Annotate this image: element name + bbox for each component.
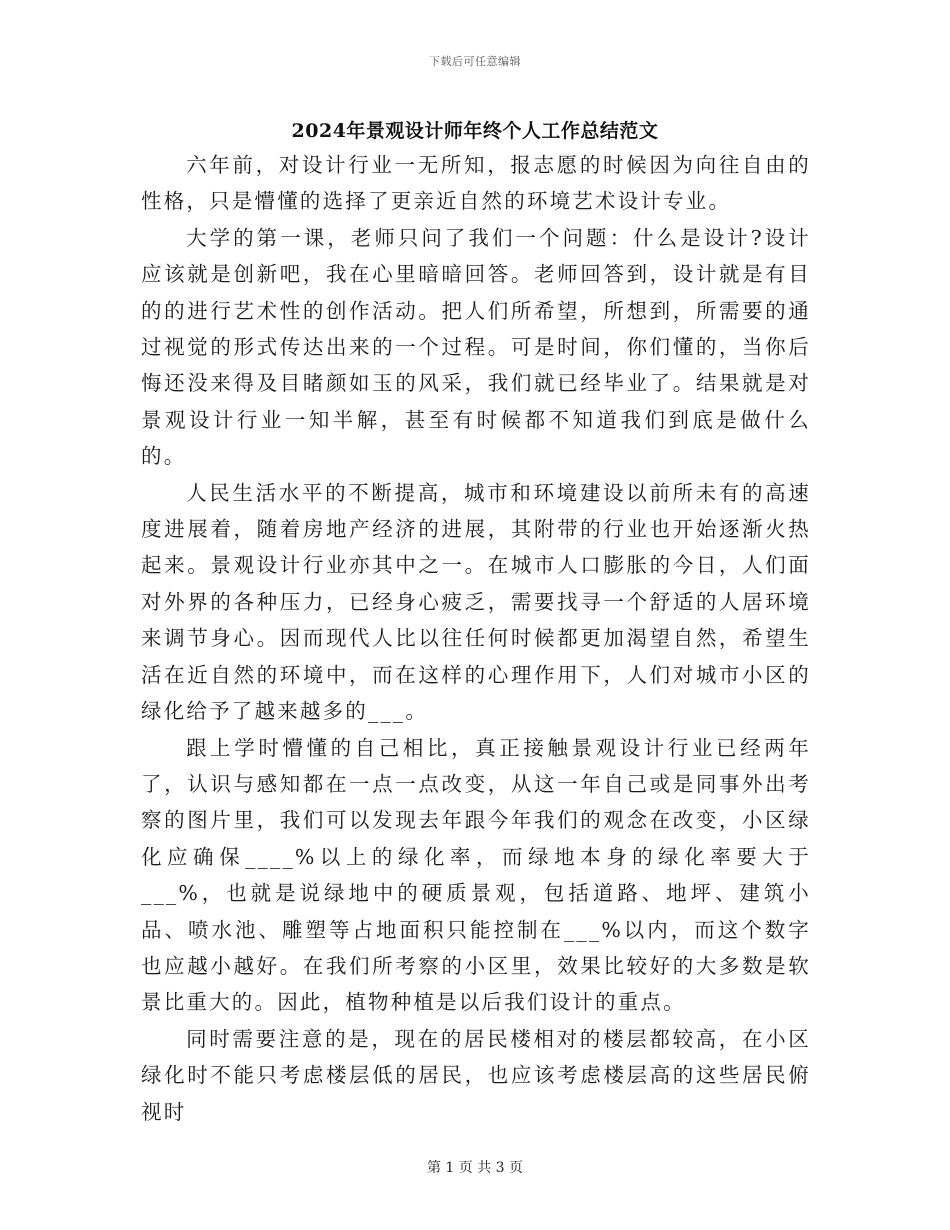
paragraph: 六年前，对设计行业一无所知，报志愿的时候因为向往自由的性格，只是懵懂的选择了更亲近自然的环境艺术设计专业。 <box>141 153 811 214</box>
paragraph: 同时需要注意的是，现在的居民楼相对的楼层都较高，在小区绿化时不能只考虑楼层低的居民，也应该考虑楼层高的这些居民俯视时 <box>141 1026 811 1124</box>
document-title: 2024年景观设计师年终个人工作总结范文 <box>291 120 659 142</box>
paragraph: 大学的第一课，老师只问了我们一个问题：什么是设计?设计应该就是创新吧，我在心里暗暗回答。老师回答到，设计就是有目的的进行艺术性的创作活动。把人们所希望，所想到，所需要的通过视觉的形式传达出来的一个过程。可是时间，你们懂的，当你后悔还没来得及目睹颜如玉的风采，我们就已经毕业了。结果就是对景观设计行业一知半解，甚至有时候都不知道我们到底是做什么的。 <box>141 225 811 469</box>
paragraph: 人民生活水平的不断提高，城市和环境建设以前所未有的高速度进展着，随着房地产经济的进展，其附带的行业也开始逐渐火热起来。景观设计行业亦其中之一。在城市人口膨胀的今日，人们面对外界的各种压力，已经身心疲乏，需要找寻一个舒适的人居环境来调节身心。因而现代人比以往任何时候都更加渴望自然，希望生活在近自然的环境中，而在这样的心理作用下，人们对城市小区的绿化给予了越来越多的___。 <box>141 480 811 724</box>
paragraph: 跟上学时懵懂的自己相比，真正接触景观设计行业已经两年了，认识与感知都在一点一点改变，从这一年自己或是同事外出考察的图片里，我们可以发现去年跟今年我们的观念在改变，小区绿化应确保____%以上的绿化率，而绿地本身的绿化率要大于___%，也就是说绿地中的硬质景观，包括道路、地坪、建筑小品、喷水池、雕塑等占地面积只能控制在___%以内，而这个数字也应越小越好。在我们所考察的小区里，效果比较好的大多数是软景比重大的。因此，植物种植是以后我们设计的重点。 <box>141 735 811 1015</box>
header-note: 下载后可任意编辑 <box>429 55 521 68</box>
page-number: 第 1 页 共 3 页 <box>426 1160 524 1176</box>
document-body <box>141 147 811 1130</box>
